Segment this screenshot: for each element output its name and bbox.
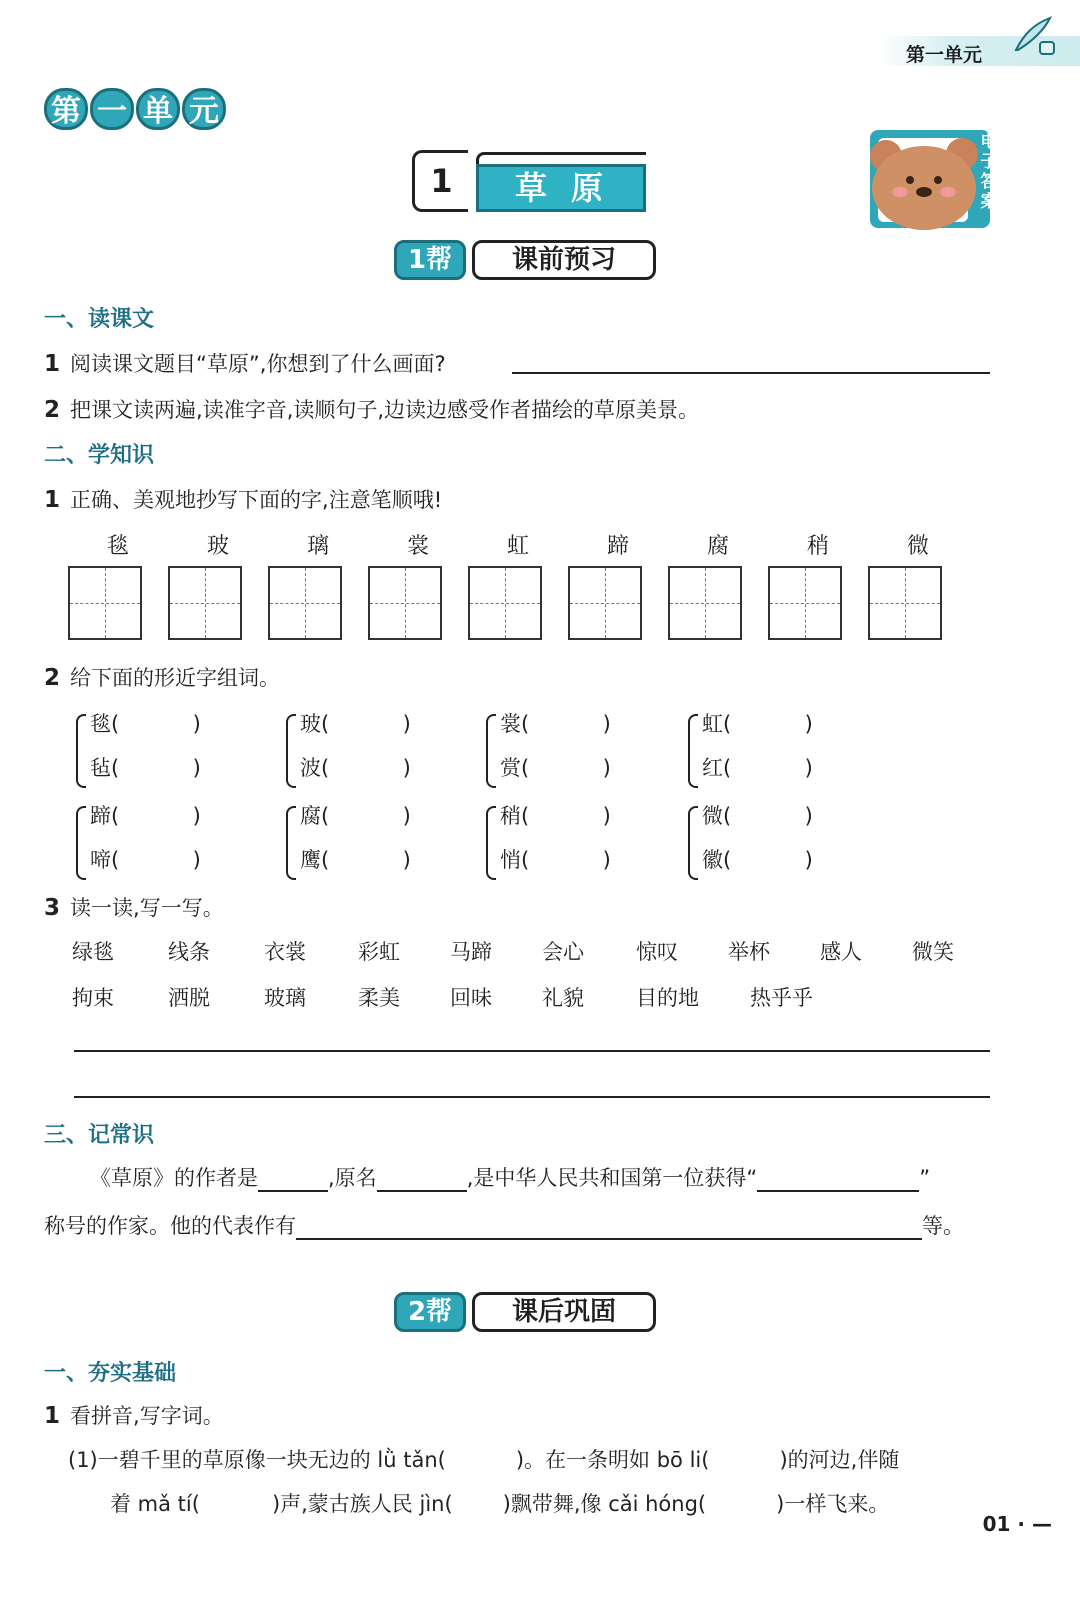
section-badge-preview: 1帮 课前预习 <box>394 240 656 280</box>
blank-title[interactable] <box>757 1168 919 1192</box>
blank-author[interactable] <box>258 1168 328 1192</box>
char-pair: 裳( ) 赏( ) <box>486 708 646 800</box>
question-2-2: 2 给下面的形近字组词。 <box>44 665 281 691</box>
grid-cell[interactable]: 微 <box>868 530 968 640</box>
word: 绿毯 <box>72 940 114 964</box>
writing-line[interactable] <box>74 1096 990 1098</box>
question-2-3: 3 读一读,写一写。 <box>44 895 224 921</box>
grid-cell[interactable]: 璃 <box>268 530 368 640</box>
lesson-number: 1 <box>412 150 468 212</box>
writing-grid <box>68 530 968 640</box>
author-fill-line: 《草原》的作者是 ,原名 ,是中华人民共和国第一位获得“ ” <box>90 1166 931 1190</box>
question-4-1: 1 看拼音,写字词。 <box>44 1403 224 1429</box>
word: 感人 <box>820 940 862 964</box>
word: 衣裳 <box>264 940 306 964</box>
word: 柔美 <box>358 986 400 1010</box>
answer-card-label: 电子答案 <box>980 132 998 212</box>
char-pair: 腐( ) 鹰( ) <box>286 800 446 892</box>
word: 拘束 <box>72 986 114 1010</box>
blank-works[interactable] <box>296 1216 922 1240</box>
word: 彩虹 <box>358 940 400 964</box>
char-pair: 稍( ) 悄( ) <box>486 800 646 892</box>
word: 微笑 <box>912 940 954 964</box>
word: 马蹄 <box>450 940 492 964</box>
word: 惊叹 <box>636 940 678 964</box>
word: 热乎乎 <box>750 986 813 1010</box>
question-2-1: 1 正确、美观地抄写下面的字,注意笔顺哦! <box>44 487 443 513</box>
page-number: 01 · — <box>982 1512 1052 1536</box>
grid-cell[interactable]: 腐 <box>668 530 768 640</box>
grid-cell[interactable]: 裳 <box>368 530 468 640</box>
unit-tab: 第一单元 <box>878 36 1080 66</box>
word: 回味 <box>450 986 492 1010</box>
word: 礼貌 <box>542 986 584 1010</box>
blank-original-name[interactable] <box>377 1168 467 1192</box>
answer-line[interactable] <box>512 350 990 374</box>
word: 玻璃 <box>264 986 306 1010</box>
char-pair: 蹄( ) 啼( ) <box>76 800 236 892</box>
word: 举杯 <box>728 940 770 964</box>
heading-read-text: 一、读课文 <box>44 307 155 332</box>
works-fill-line: 称号的作家。他的代表作有 等。 <box>44 1214 964 1238</box>
grid-cell[interactable]: 玻 <box>168 530 268 640</box>
lesson-title: 草原 <box>476 164 646 212</box>
word: 目的地 <box>636 986 699 1010</box>
char-pair: 毯( ) 毡( ) <box>76 708 236 800</box>
char-pair: 虹( ) 红( ) <box>688 708 848 800</box>
grid-cell[interactable]: 稍 <box>768 530 868 640</box>
heading-remember: 三、记常识 <box>44 1123 155 1148</box>
grid-cell[interactable]: 虹 <box>468 530 568 640</box>
word: 洒脱 <box>168 986 210 1010</box>
feather-pen-icon <box>1010 16 1060 56</box>
heading-basics: 一、夯实基础 <box>44 1361 177 1386</box>
answer-card[interactable] <box>866 128 1010 232</box>
word: 会心 <box>542 940 584 964</box>
unit-badge: 第 一 单 元 <box>44 88 226 130</box>
word: 线条 <box>168 940 210 964</box>
section-badge-review: 2帮 课后巩固 <box>394 1292 656 1332</box>
char-pair: 微( ) 徽( ) <box>688 800 848 892</box>
pinyin-sentence-2: 着 mǎ tí( )声,蒙古族人民 jìn( )飘带舞,像 cǎi hóng( )一样飞来。 <box>110 1492 890 1516</box>
grid-cell[interactable]: 蹄 <box>568 530 668 640</box>
pinyin-sentence-1: (1)一碧千里的草原像一块无边的 lǜ tǎn( )。在一条明如 bō li( )的河边,伴随 <box>68 1448 900 1472</box>
heading-learn-knowledge: 二、学知识 <box>44 443 155 468</box>
grid-cell[interactable]: 毯 <box>68 530 168 640</box>
question-1-1: 1 阅读课文题目“草原”,你想到了什么画面? <box>44 351 446 377</box>
char-pair: 玻( ) 波( ) <box>286 708 446 800</box>
question-1-2: 2 把课文读两遍,读准字音,读顺句子,边读边感受作者描绘的草原美景。 <box>44 397 700 423</box>
writing-line[interactable] <box>74 1050 990 1052</box>
